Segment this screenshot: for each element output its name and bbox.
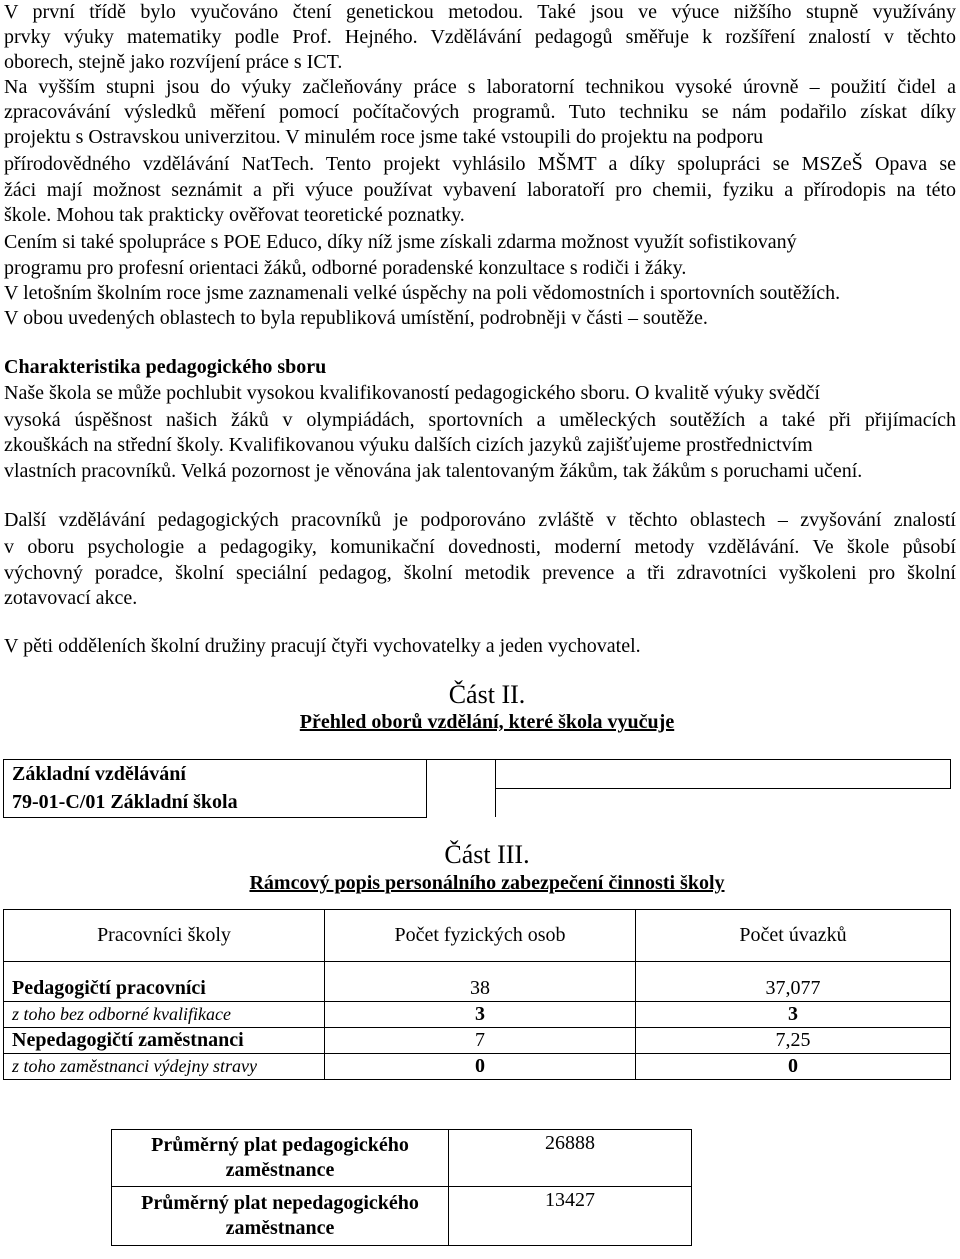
text-line: Další vzdělávání pedagogických pracovníků je podporováno zvláště v těchto oblastech – zvyšování znalostí bbox=[4, 509, 956, 531]
column-header: Počet úvazků bbox=[636, 910, 951, 962]
persons-value: 7 bbox=[325, 1028, 636, 1054]
persons-value: 3 bbox=[325, 1002, 636, 1028]
section-heading: Charakteristika pedagogického sboru bbox=[4, 356, 327, 378]
table-cell: Základní vzdělávání bbox=[4, 760, 427, 789]
text-line: škole. Mohou tak prakticky ověřovat teoretické poznatky. bbox=[4, 204, 465, 226]
salary-table bbox=[111, 1129, 692, 1246]
fte-value: 37,077 bbox=[636, 976, 951, 1002]
table-cell bbox=[325, 962, 636, 976]
text-line: prvky výuky matematiky podle Prof. Hejného. Vzdělávání pedagogů směřuje k rozšíření znalostí v těchto bbox=[4, 26, 956, 48]
table-cell bbox=[496, 760, 951, 789]
text-line: Cením si také spolupráce s POE Educo, díky níž jsme získali zdarma možnost využít sofistikovaný bbox=[4, 231, 797, 253]
part-2-subtitle: Přehled oborů vzdělání, které škola vyučuje bbox=[299, 711, 675, 733]
text-line: vlastních pracovníků. Velká pozornost je věnována jak talentovaným žákům, tak žákům s poruchami učení. bbox=[4, 460, 863, 482]
text-line: zpracovávání výsledků měření pomocí počítačových programů. Tuto techniku se nám podařilo získat díky bbox=[4, 101, 956, 123]
text-line: V první třídě bylo vyučováno čtení genetickou metodou. Také jsou ve výuce nižšího stupně využívány bbox=[4, 1, 956, 23]
salary-label: Průměrný plat pedagogického zaměstnance bbox=[112, 1130, 449, 1187]
row-label: Nepedagogičtí zaměstnanci bbox=[4, 1028, 325, 1054]
text-line: Na vyšším stupni jsou do výuky začleňovány práce s laboratorní technikou vysoké úrovně – použití čidel a bbox=[4, 76, 956, 98]
table-row bbox=[112, 1187, 692, 1246]
text-line: V letošním školním roce jsme zaznamenali velké úspěchy na poli vědomostních i sportovních soutěžích. bbox=[4, 282, 841, 304]
salary-value: 13427 bbox=[449, 1187, 692, 1246]
text-line: výchovný poradce, školní speciální pedagog, školní metodik prevence a tři zdravotníci vyškoleni pro školní bbox=[4, 562, 956, 584]
fte-value: 0 bbox=[636, 1054, 951, 1080]
table-cell: 79-01-C/01 Základní škola bbox=[4, 789, 427, 818]
table-header-row bbox=[4, 910, 951, 962]
text-line: programu pro profesní orientaci žáků, odborné poradenské konzultace s rodiči i žáky. bbox=[4, 257, 687, 279]
table-row bbox=[112, 1130, 692, 1187]
staff-table bbox=[3, 909, 951, 1080]
text-line: přírodovědného vzdělávání NatTech. Tento projekt vyhlásilo MŠMT a díky spolupráci se MSZeŠ Opava se bbox=[4, 153, 956, 175]
row-label: z toho zaměstnanci výdejny stravy bbox=[4, 1054, 325, 1080]
row-label: Pedagogičtí pracovníci bbox=[4, 976, 325, 1002]
part-3-subtitle: Rámcový popis personálního zabezpečení činnosti školy bbox=[249, 872, 725, 894]
text-line: vysoká úspěšnost našich žáků v olympiádách, sportovních a uměleckých soutěžích a také při přijímacích bbox=[4, 409, 956, 431]
education-fields-table bbox=[3, 759, 951, 818]
table-row bbox=[4, 1002, 951, 1028]
text-line: žáci mají možnost seznámit a při výuce používat vybavení laboratoří pro chemii, fyziku a přírodopis na této bbox=[4, 179, 956, 201]
table-row bbox=[4, 760, 951, 789]
fte-value: 3 bbox=[636, 1002, 951, 1028]
table-row bbox=[4, 976, 951, 1002]
persons-value: 38 bbox=[325, 976, 636, 1002]
table-row bbox=[4, 1054, 951, 1080]
table-cell bbox=[4, 962, 325, 976]
fte-value: 7,25 bbox=[636, 1028, 951, 1054]
text-line: zkouškách na střední školy. Kvalifikovanou výuku dalších cizích jazyků zajišťujeme prostřednictvím bbox=[4, 434, 813, 456]
text-line: V obou uvedených oblastech to byla republiková umístění, podrobněji v části – soutěže. bbox=[4, 307, 708, 329]
text-line: Naše škola se může pochlubit vysokou kvalifikovaností pedagogického sboru. O kvalitě výuky svědčí bbox=[4, 382, 820, 404]
table-cell bbox=[636, 962, 951, 976]
text-line: v oboru psychologie a pedagogiky, komunikační dovednosti, moderní metody vzdělávání. Ve škole působí bbox=[4, 536, 956, 558]
column-header: Počet fyzických osob bbox=[325, 910, 636, 962]
part-3-title: Část III. bbox=[444, 840, 530, 869]
text-line: zotavovací akce. bbox=[4, 587, 138, 609]
part-2-title: Část II. bbox=[448, 680, 526, 709]
text-line: oborech, stejně jako rozvíjení práce s ICT. bbox=[4, 51, 343, 73]
druzina-text: V pěti odděleních školní družiny pracují čtyři vychovatelky a jeden vychovatel. bbox=[4, 635, 641, 657]
table-cell bbox=[496, 789, 951, 818]
persons-value: 0 bbox=[325, 1054, 636, 1080]
table-row bbox=[4, 1028, 951, 1054]
row-label: z toho bez odborné kvalifikace bbox=[4, 1002, 325, 1028]
salary-value: 26888 bbox=[449, 1130, 692, 1187]
spacer-row bbox=[4, 962, 951, 976]
text-line: projektu s Ostravskou univerzitou. V minulém roce jsme také vstoupili do projektu na podporu bbox=[4, 126, 764, 148]
salary-label: Průměrný plat nepedagogického zaměstnance bbox=[112, 1187, 449, 1246]
column-header: Pracovníci školy bbox=[4, 910, 325, 962]
table-cell bbox=[427, 760, 496, 818]
